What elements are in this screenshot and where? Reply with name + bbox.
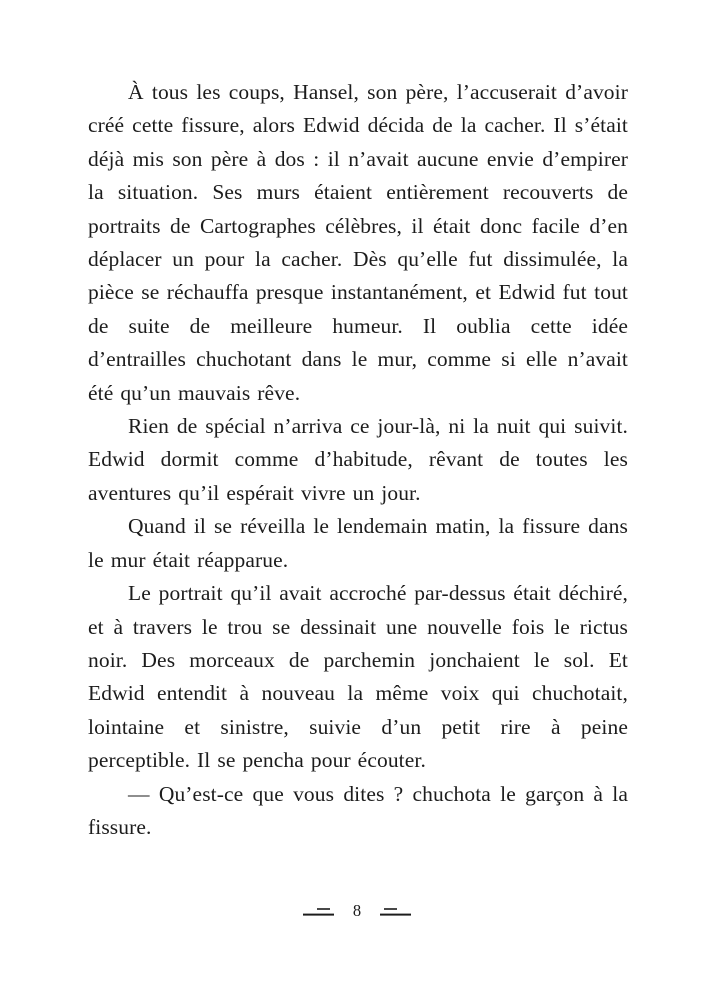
paragraph: Le portrait qu’il avait accroché par-dessus était déchiré, et à travers le trou se dessinait une nouvelle fois le rictus noir. Des morceaux de parchemin jonchaient le sol. Et Edwid entendit à nouveau la même voix qui chuchotait, lointaine et sinistre, suivie d’un petit rire à peine perceptible. Il se pencha pour écouter. <box>88 581 628 773</box>
page-footer <box>0 903 714 922</box>
footer-dash-ornament-left-icon <box>301 906 339 919</box>
paragraph: Quand il se réveilla le lendemain matin, la fissure dans le mur était réapparue. <box>88 514 628 572</box>
footer-dash-ornament-right-icon <box>375 906 413 919</box>
page-number: 8 <box>352 901 362 920</box>
text-block <box>88 76 628 844</box>
paragraph: À tous les coups, Hansel, son père, l’accuserait d’avoir créé cette fissure, alors Edwid décida de la cacher. Il s’était déjà mis son père à dos : il n’avait aucune envie d’empirer la situation. Ses murs étaient entièrement recouverts de portraits de Cartographes célèbres, il était donc facile d’en déplacer un pour la cacher. Dès qu’elle fut dissimulée, la pièce se réchauffa presque instantanément, et Edwid fut tout de suite de meilleure humeur. Il oublia cette idée d’entrailles chuchotant dans le mur, comme si elle n’avait été qu’un mauvais rêve. <box>88 80 628 405</box>
paragraph: Rien de spécial n’arriva ce jour-là, ni la nuit qui suivit. Edwid dormit comme d’habitude, rêvant de toutes les aventures qu’il espérait vivre un jour. <box>88 414 628 505</box>
paragraph: — Qu’est-ce que vous dites ? chuchota le garçon à la fissure. <box>88 781 628 839</box>
